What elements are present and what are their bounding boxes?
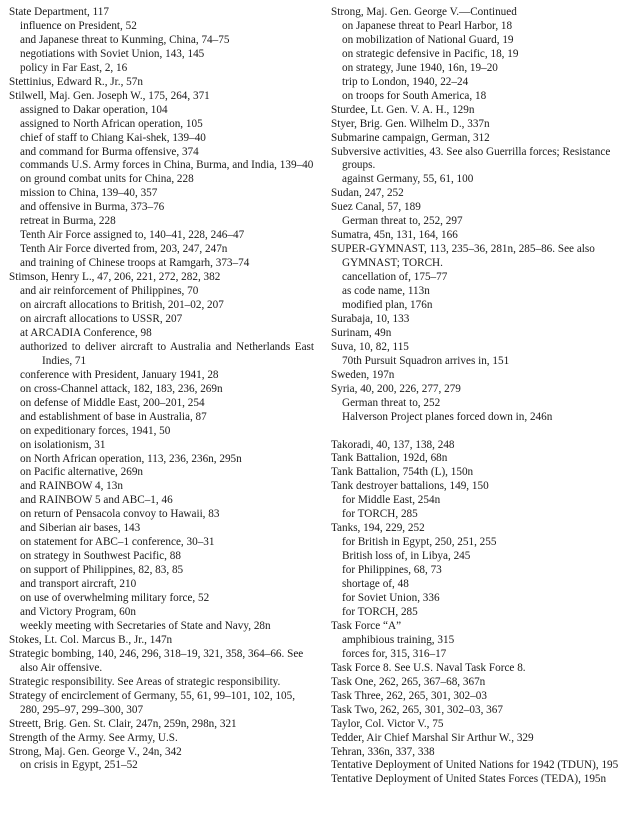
index-subentry: assigned to North African operation, 105: [20, 117, 203, 130]
index-subentry: and Japanese threat to Kunming, China, 74–75: [20, 33, 230, 46]
index-subentry: and command for Burma offensive, 374: [20, 145, 199, 158]
index-entry: Subversive activities, 43. See also Guerrilla forces; Resistance groups.: [331, 145, 611, 172]
index-subentry: and RAINBOW 4, 13n: [20, 480, 123, 493]
index-subentry: British loss of, in Libya, 245: [342, 550, 471, 563]
index-subentry: and establishment of base in Australia, 87: [20, 410, 207, 423]
index-subentry: on mobilization of National Guard, 19: [342, 33, 514, 46]
index-subentry: on cross-Channel attack, 182, 183, 236, 269n: [20, 382, 223, 395]
index-subentry: cancellation of, 175–77: [342, 271, 448, 284]
index-entry: Tank Battalion, 192d, 68n: [331, 452, 448, 465]
index-entry: Taylor, Col. Victor V., 75: [331, 717, 444, 730]
index-subentry: on aircraft allocations to USSR, 207: [20, 312, 183, 325]
index-entry: Task Three, 262, 265, 301, 302–03: [331, 689, 487, 702]
index-subentry: trip to London, 1940, 22–24: [342, 75, 469, 88]
index-subentry: on expeditionary forces, 1941, 50: [20, 424, 171, 437]
index-entry: Takoradi, 40, 137, 138, 248: [331, 438, 455, 451]
index-entry: Stilwell, Maj. Gen. Joseph W., 175, 264, 371: [9, 89, 210, 102]
index-entry: Strong, Maj. Gen. George V.—Continued: [331, 6, 517, 18]
index-subentry: on Japanese threat to Pearl Harbor, 18: [342, 19, 513, 32]
index-subentry: on defense of Middle East, 200–201, 254: [20, 396, 205, 409]
index-subentry: on strategic defensive in Pacific, 18, 19: [342, 47, 519, 60]
index-section-gap: [331, 425, 631, 439]
index-entry: Strength of the Army. See Army, U.S.: [9, 731, 178, 744]
index-subentry: modified plan, 176n: [342, 299, 433, 312]
index-entry: Task Two, 262, 265, 301, 302–03, 367: [331, 703, 503, 716]
index-entry: Strategy of encirclement of Germany, 55, 61, 99–101, 102, 105, 280, 295–97, 299–300, 307: [9, 689, 296, 716]
index-subentry: shortage of, 48: [342, 578, 409, 591]
index-subentry: conference with President, January 1941, 28: [20, 368, 219, 381]
index-entry: Stettinius, Edward R., Jr., 57n: [9, 75, 143, 88]
index-subentry: on aircraft allocations to British, 201–02, 207: [20, 299, 224, 312]
index-subentry: commands U.S. Army forces in China, Burma, and India, 139–40: [20, 159, 314, 172]
index-entry: Syria, 40, 200, 226, 277, 279: [331, 382, 461, 395]
index-subentry: and Siberian air bases, 143: [20, 522, 141, 535]
index-subentry: at ARCADIA Conference, 98: [20, 326, 152, 339]
index-entry: Suez Canal, 57, 189: [331, 201, 421, 214]
index-subentry: Tenth Air Force assigned to, 140–41, 228, 246–47: [20, 229, 245, 242]
index-subentry: on Pacific alternative, 269n: [20, 466, 144, 479]
index-entry: Tentative Deployment of United Nations for 1942 (TDUN), 195: [331, 759, 619, 772]
index-subentry: for TORCH, 285: [342, 605, 418, 618]
index-subentry: as code name, 113n: [342, 285, 430, 298]
index-subentry: German threat to, 252: [342, 396, 441, 409]
index-entry: Stimson, Henry L., 47, 206, 221, 272, 282, 382: [9, 271, 221, 284]
index-entry: Tank Battalion, 754th (L), 150n: [331, 466, 474, 479]
index-entry: State Department, 117: [9, 6, 109, 18]
index-column-right: [331, 6, 631, 787]
index-subentry: for Soviet Union, 336: [342, 592, 440, 605]
index-subentry: and Victory Program, 60n: [20, 605, 136, 618]
index-subentry: on return of Pensacola convoy to Hawaii, 83: [20, 508, 220, 521]
index-entry: Styer, Brig. Gen. Wilhelm D., 337n: [331, 117, 490, 130]
index-subentry: on isolationism, 31: [20, 438, 106, 451]
index-entry: Tank destroyer battalions, 149, 150: [331, 480, 489, 493]
index-subentry: for Philippines, 68, 73: [342, 564, 442, 577]
index-subentry: for British in Egypt, 250, 251, 255: [342, 536, 497, 549]
index-entry: Task Force “A”: [331, 619, 402, 632]
index-subentry: assigned to Dakar operation, 104: [20, 103, 168, 116]
index-subentry: German threat to, 252, 297: [342, 215, 463, 228]
index-entry: Sumatra, 45n, 131, 164, 166: [331, 229, 458, 242]
index-subentry: policy in Far East, 2, 16: [20, 61, 128, 74]
index-subentry: 70th Pursuit Squadron arrives in, 151: [342, 354, 510, 367]
index-entry: Tedder, Air Chief Marshal Sir Arthur W., 329: [331, 731, 534, 744]
index-subentry: retreat in Burma, 228: [20, 215, 116, 228]
index-subentry: for Middle East, 254n: [342, 494, 441, 507]
index-entry: Sudan, 247, 252: [331, 187, 404, 200]
index-subentry: and transport aircraft, 210: [20, 578, 137, 591]
index-subentry: on troops for South America, 18: [342, 89, 487, 102]
index-entry: Surinam, 49n: [331, 326, 392, 339]
index-entry: Stokes, Lt. Col. Marcus B., Jr., 147n: [9, 633, 173, 646]
index-subentry: mission to China, 139–40, 357: [20, 187, 158, 200]
index-subentry: and air reinforcement of Philippines, 70: [20, 285, 199, 298]
index-subentry: on ground combat units for China, 228: [20, 173, 194, 186]
index-entry: SUPER-GYMNAST, 113, 235–36, 281n, 285–86. See also GYMNAST; TORCH.: [331, 243, 595, 270]
index-subentry: weekly meeting with Secretaries of State and Navy, 28n: [20, 619, 271, 632]
index-entry: Submarine campaign, German, 312: [331, 131, 490, 144]
index-subentry: for TORCH, 285: [342, 508, 418, 521]
index-subentry: Halverson Project planes forced down in, 246n: [342, 410, 553, 423]
index-subentry: on strategy, June 1940, 16n, 19–20: [342, 61, 498, 74]
index-entry: Strong, Maj. Gen. George V., 24n, 342: [9, 745, 182, 758]
index-entry: Surabaja, 10, 133: [331, 312, 410, 325]
index-entry: Tanks, 194, 229, 252: [331, 522, 425, 535]
index-subentry: forces for, 315, 316–17: [342, 647, 447, 660]
index-subentry: on use of overwhelming military force, 52: [20, 592, 210, 605]
index-subentry: on North African operation, 113, 236, 236n, 295n: [20, 452, 242, 465]
index-entry: Tehran, 336n, 337, 338: [331, 745, 435, 758]
index-entry: Task Force 8. See U.S. Naval Task Force 8.: [331, 661, 526, 674]
index-subentry: and offensive in Burma, 373–76: [20, 201, 165, 214]
index-column-left: [9, 6, 314, 773]
index-subentry: amphibious training, 315: [342, 633, 455, 646]
index-entry: Task One, 262, 265, 367–68, 367n: [331, 675, 486, 688]
index-entry: Strategic bombing, 140, 246, 296, 318–19, 321, 358, 364–66. See also Air offensive.: [9, 647, 304, 674]
index-subentry: and training of Chinese troops at Ramgarh, 373–74: [20, 257, 250, 270]
index-subentry: Tenth Air Force diverted from, 203, 247, 247n: [20, 243, 228, 256]
index-subentry: negotiations with Soviet Union, 143, 145: [20, 47, 205, 60]
index-subentry: authorized to deliver aircraft to Australia and Netherlands East Indies, 71: [20, 340, 314, 367]
index-subentry: on strategy in Southwest Pacific, 88: [20, 550, 181, 563]
index-entry: Strategic responsibility. See Areas of strategic responsibility.: [9, 675, 281, 688]
index-entry: Tentative Deployment of United States Forces (TEDA), 195n: [331, 773, 607, 786]
index-subentry: against Germany, 55, 61, 100: [342, 173, 474, 186]
index-subentry: on support of Philippines, 82, 83, 85: [20, 564, 184, 577]
index-entry: Sweden, 197n: [331, 368, 395, 381]
index-subentry: influence on President, 52: [20, 19, 137, 32]
index-subentry: on statement for ABC–1 conference, 30–31: [20, 536, 215, 549]
index-subentry: chief of staff to Chiang Kai-shek, 139–40: [20, 131, 206, 144]
index-subentry: on crisis in Egypt, 251–52: [20, 759, 138, 772]
index-entry: Streett, Brig. Gen. St. Clair, 247n, 259n, 298n, 321: [9, 717, 237, 730]
index-entry: Suva, 10, 82, 115: [331, 340, 409, 353]
index-entry: Sturdee, Lt. Gen. V. A. H., 129n: [331, 103, 475, 116]
index-subentry: and RAINBOW 5 and ABC–1, 46: [20, 494, 173, 507]
